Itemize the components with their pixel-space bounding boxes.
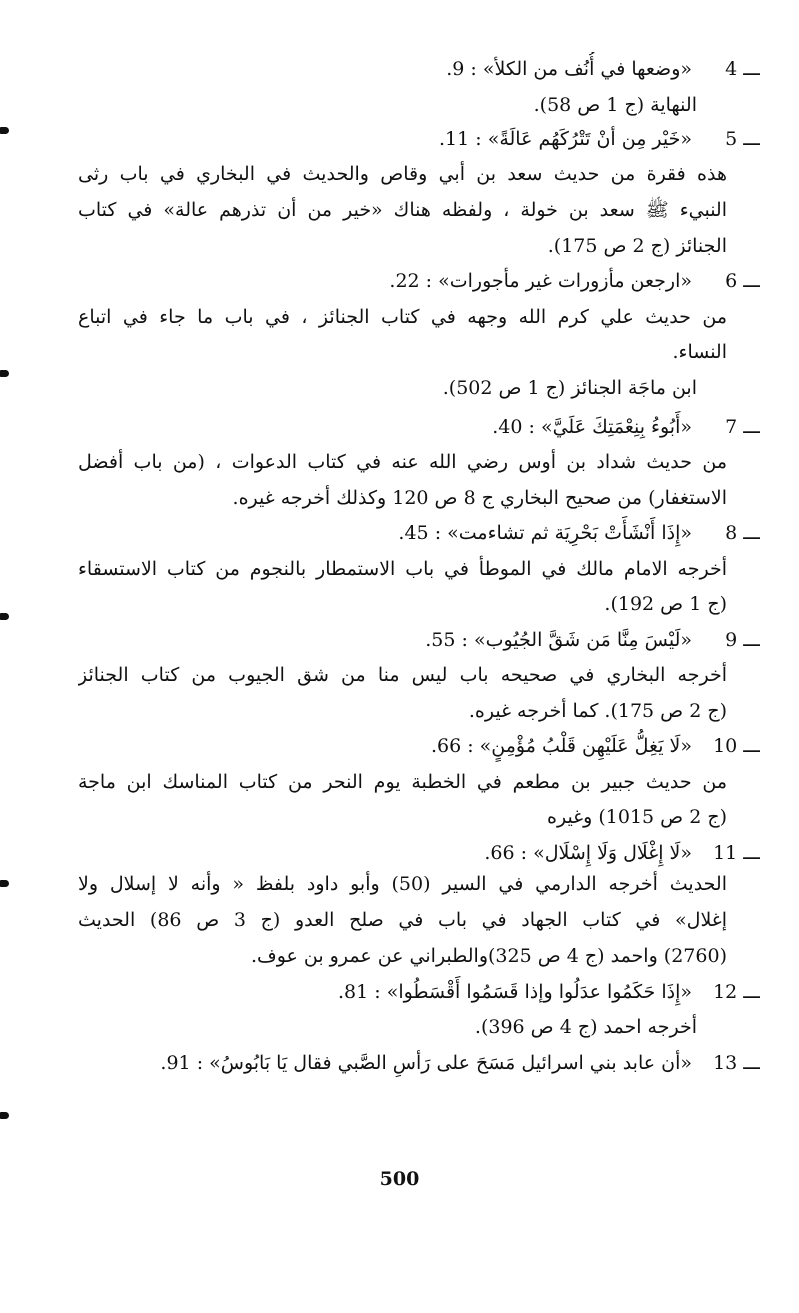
entry-number: 4 ـــ [725, 58, 760, 80]
entry-hadith-text: «ارجعن مأزورات غير مأجورات» : 22. [389, 270, 692, 292]
entry-note-line: (ج 2 ص 175). كما أخرجه غيره. [468, 700, 727, 722]
entry-number: 13 ـــ [713, 1052, 760, 1074]
entry-note-line: النهاية (ج 1 ص 58). [533, 94, 697, 116]
entry-note-line: أخرجه الامام مالك في الموطأ في باب الاستمطار بالنجوم من كتاب الاستسقاء [78, 558, 727, 580]
entry-number: 12 ـــ [713, 981, 760, 1003]
entry-note-line: من حديث علي كرم الله وجهه في كتاب الجنائز ، في باب ما جاء في اتباع [78, 306, 727, 328]
entry-heading [70, 410, 760, 444]
margin-mark [0, 127, 9, 134]
entry-number: 6 ـــ [725, 270, 760, 292]
entry-heading [70, 975, 760, 1009]
entry-hadith-text: «لَا يَغِلُّ عَلَيْهِن قَلْبُ مُؤْمِنٍ» : 66. [430, 735, 692, 757]
entry-note-line: النساء. [672, 341, 727, 363]
entry-hadith-text: «وضعها في أُنُف من الكلأ» : 9. [446, 58, 692, 80]
page-number: 500 [379, 1168, 420, 1190]
entry-number: 7 ـــ [725, 416, 760, 438]
entry-heading [70, 122, 760, 156]
entry-heading [70, 836, 760, 870]
entry-note-line: (ج 1 ص 192). [604, 593, 727, 615]
entry-hadith-text: «خَيْر مِن أنْ تَتْرُكَهُم عَالَةً» : 11. [438, 128, 692, 150]
entry-heading [70, 729, 760, 763]
entry-note-line: (ج 2 ص 1015) وغيره [547, 806, 727, 828]
entry-number: 5 ـــ [725, 128, 760, 150]
entry-heading [70, 52, 760, 86]
margin-mark [0, 880, 9, 887]
entry-number: 10 ـــ [713, 735, 760, 757]
entry-hadith-text: «إِذَا أَنْشَأَتْ بَحْرِيَة ثم تشاءمت» : 45. [398, 522, 692, 544]
entry-hadith-text: «لَيْسَ مِنَّا مَن شَقَّ الجُيُوب» : 55. [425, 629, 692, 651]
entry-hadith-text: «أَبُوءُ بِنِعْمَتِكَ عَلَيَّ» : 40. [492, 416, 692, 438]
entry-heading [70, 264, 760, 298]
entry-note-line: إغلال» في كتاب الجهاد في باب في صلح العدو (ج 3 ص 86) الحديث [78, 909, 727, 931]
entry-number: 9 ـــ [725, 629, 760, 651]
entry-note-line: النبيء ﷺ سعد بن خولة ، ولفظه هناك «خير من أن تذرهم عالة» في كتاب [78, 199, 727, 221]
entry-hadith-text: «لَا إِغْلَال وَلَا إِسْلَال» : 66. [484, 842, 692, 864]
entry-note-line: (2760) واحمد (ج 4 ص 325)والطبراني عن عمرو بن عوف. [250, 945, 727, 967]
margin-mark [0, 370, 9, 377]
entry-note-line: الجنائز (ج 2 ص 175). [547, 235, 727, 257]
margin-mark [0, 613, 9, 620]
entry-number: 8 ـــ [725, 522, 760, 544]
entry-heading [70, 623, 760, 657]
entry-note-line: ابن ماجَة الجنائز (ج 1 ص 502). [442, 377, 697, 399]
entry-note-line: من حديث جبير بن مطعم في الخطبة يوم النحر من كتاب المناسك ابن ماجة [78, 771, 727, 793]
entry-hadith-text: «إِذَا حَكَمُوا عدَلُوا وإذا قَسَمُوا أَقْسَطُوا» : 81. [338, 981, 692, 1003]
entry-note-line: هذه فقرة من حديث سعد بن أبي وقاص والحديث في البخاري في باب رثى [78, 163, 727, 185]
entry-heading [70, 1046, 760, 1080]
entry-note-line: الحديث أخرجه الدارمي في السير (50) وأبو داود بلفظ « وأنه لا إسلال ولا [78, 873, 727, 895]
entry-note-line: أخرجه البخاري في صحيحه باب ليس منا من شق الجيوب من كتاب الجنائز [78, 664, 727, 686]
entry-number: 11 ـــ [713, 842, 760, 864]
margin-mark [0, 1112, 9, 1119]
entry-note-line: الاستغفار) من صحيح البخاري ج 8 ص 120 وكذلك أخرجه غيره. [232, 487, 727, 509]
entry-hadith-text: «أن عابد بني اسرائيل مَسَحَ على رَأسِ الصَّبي فقال يَا بَابُوسُ» : 91. [160, 1052, 692, 1074]
entry-note-line: من حديث شداد بن أوس رضي الله عنه في كتاب الدعوات ، (من باب أفضل [78, 451, 727, 473]
entry-note-line: أخرجه احمد (ج 4 ص 396). [474, 1016, 697, 1038]
entry-heading [70, 516, 760, 550]
